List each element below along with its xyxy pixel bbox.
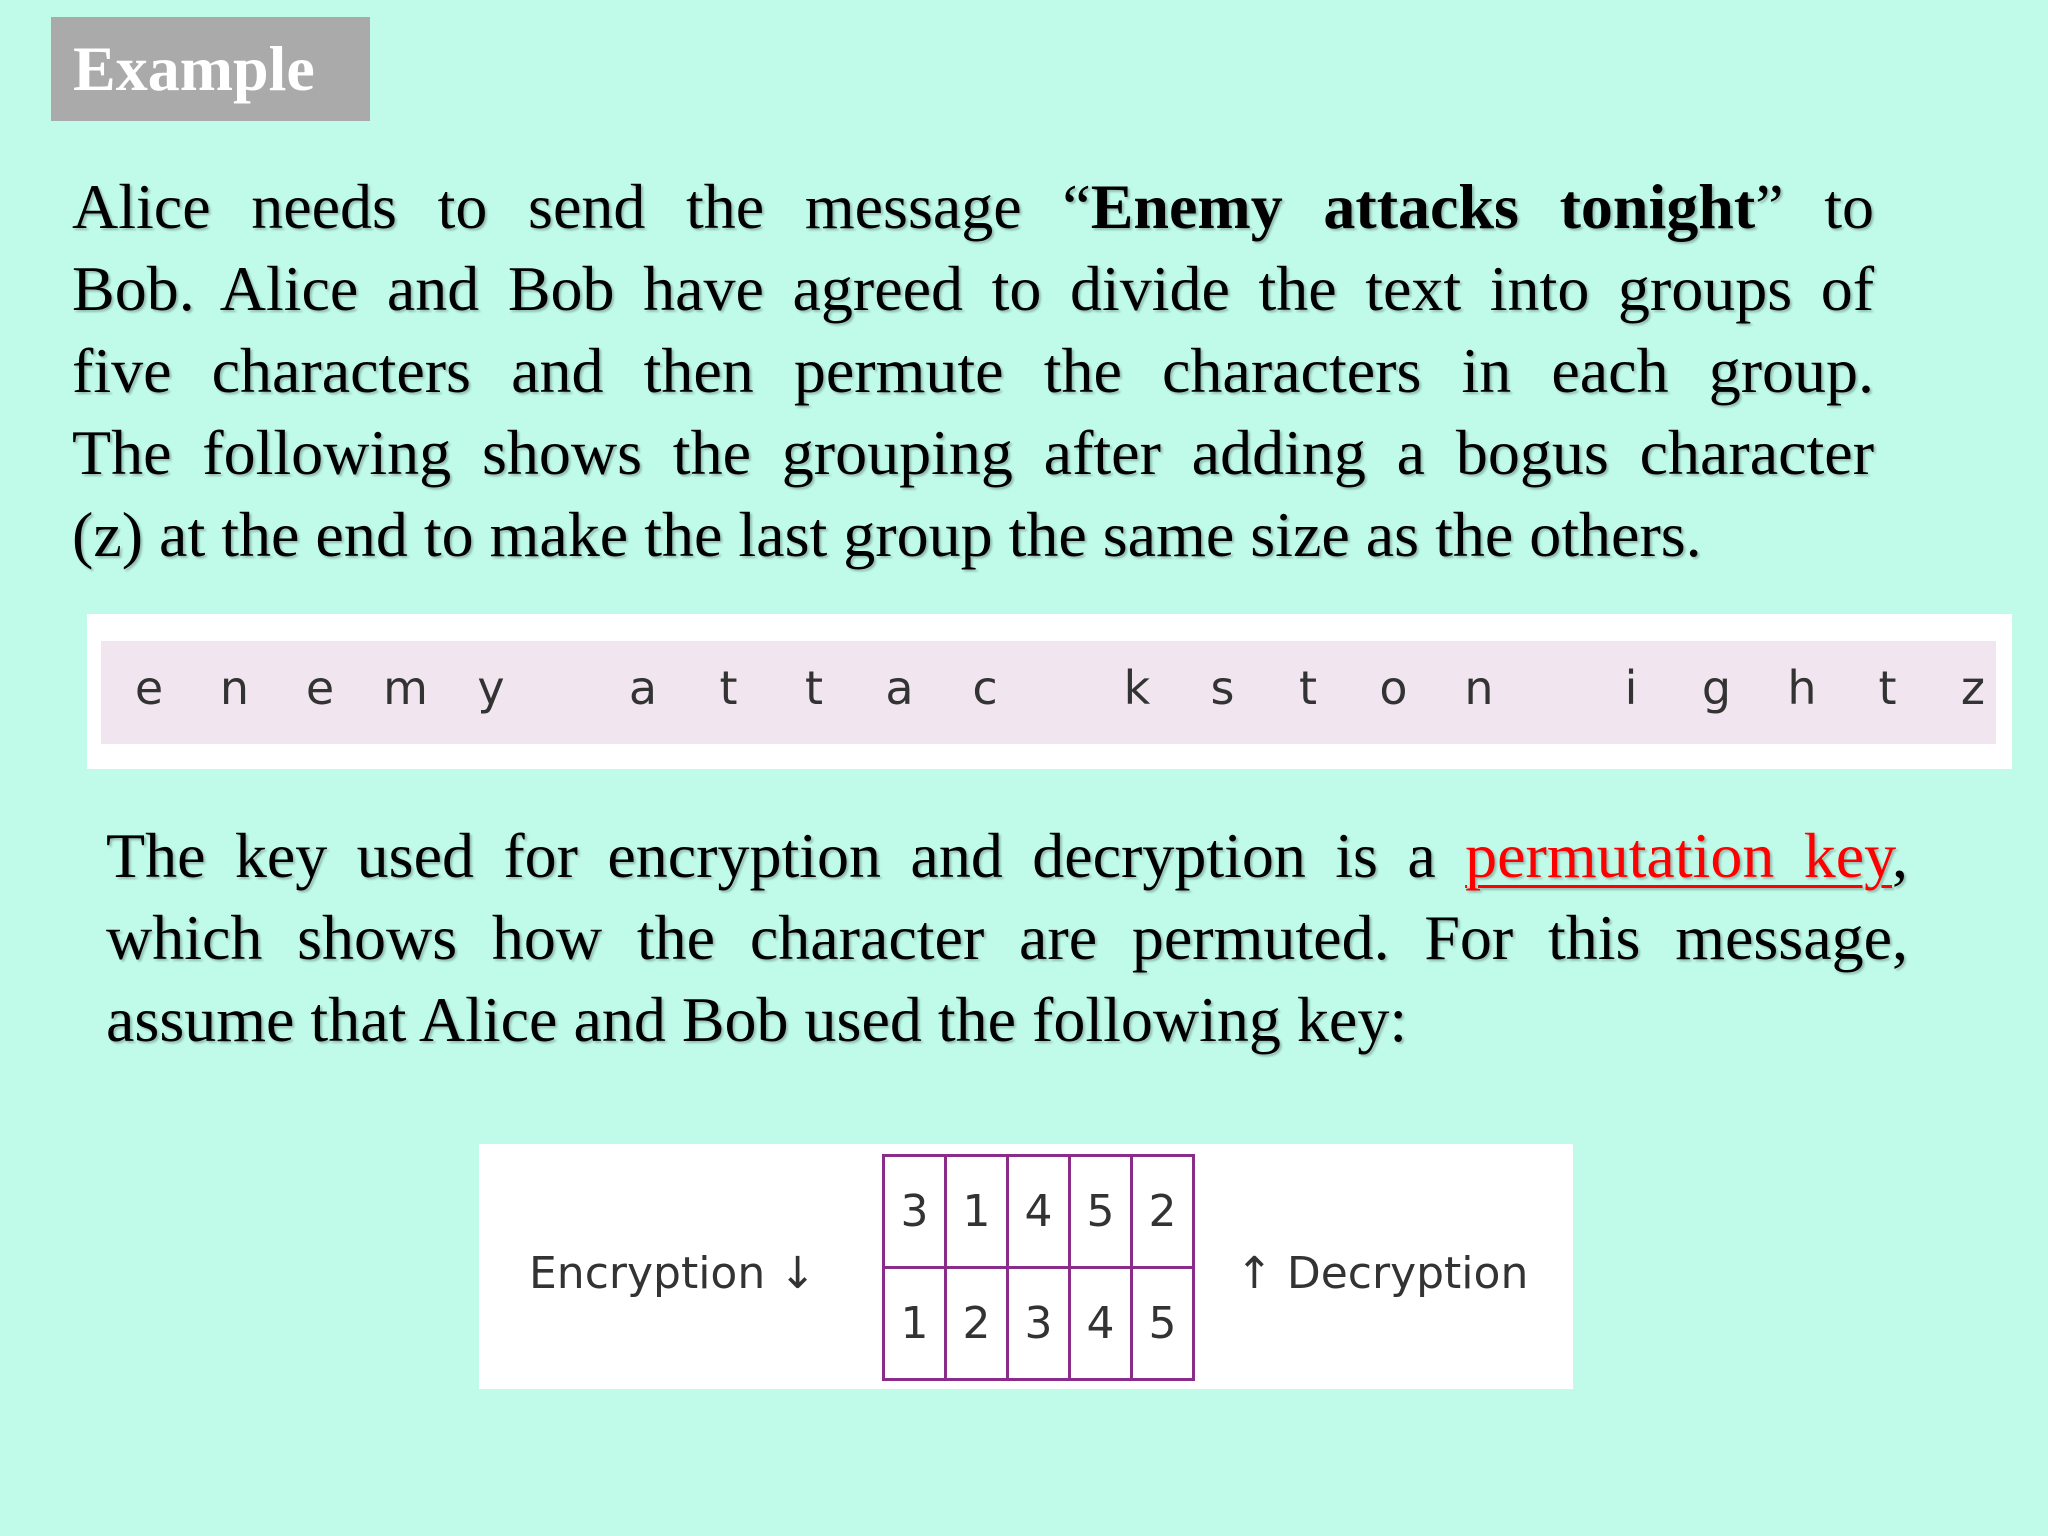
key-cell: 4 — [1070, 1268, 1132, 1380]
group-character: y — [477, 661, 505, 715]
group-character: t — [1878, 661, 1897, 715]
key-diagram — [479, 1144, 1573, 1389]
group-character: o — [1379, 661, 1408, 715]
key-line-2: which shows how the character are permuted. For this message, — [106, 902, 1908, 973]
group-character: z — [1960, 661, 1986, 715]
group-character: t — [1298, 661, 1318, 715]
group-character: k — [1123, 661, 1151, 715]
key-line-1: The key used for encryption and decryption is a permutation key, — [106, 820, 1909, 891]
group-character: t — [719, 661, 738, 715]
grouping-strip — [101, 641, 1996, 744]
group-character: i — [1624, 661, 1638, 715]
group-character: g — [1701, 661, 1732, 715]
group-character: c — [972, 661, 998, 715]
group-character: a — [628, 661, 658, 715]
intro-line-5: (z) at the end to make the last group the same size as the others. — [72, 499, 1702, 570]
key-cell: 3 — [1008, 1268, 1070, 1380]
intro-line-4: The following shows the grouping after adding a bogus character — [72, 417, 1874, 488]
key-bottom-row — [884, 1268, 1194, 1380]
key-cell: 2 — [1132, 1156, 1194, 1268]
intro-paragraph — [72, 166, 1874, 576]
key-cell: 4 — [1008, 1156, 1070, 1268]
group-character: e — [134, 661, 164, 715]
encryption-label: Encryption ↓ — [529, 1248, 817, 1299]
intro-line-3: five characters and then permute the characters in each group. — [72, 335, 1874, 406]
group-character: t — [804, 661, 824, 715]
group-character: h — [1787, 661, 1817, 715]
grouping-panel — [87, 614, 2012, 769]
key-cell: 5 — [1132, 1268, 1194, 1380]
group-character: n — [219, 661, 250, 715]
key-paragraph — [106, 815, 1908, 1061]
group-character: n — [1464, 661, 1494, 715]
permutation-key-table — [882, 1154, 1195, 1381]
group-character: e — [305, 661, 335, 715]
intro-line-2: Bob. Alice and Bob have agreed to divide the text into groups of — [72, 253, 1874, 324]
decryption-label: ↑ Decryption — [1236, 1248, 1529, 1299]
key-cell: 5 — [1070, 1156, 1132, 1268]
permutation-key-link[interactable]: permutation key — [1465, 820, 1893, 891]
key-cell: 1 — [946, 1156, 1008, 1268]
key-cell: 3 — [884, 1156, 946, 1268]
key-top-row — [884, 1156, 1194, 1268]
key-cell: 1 — [884, 1268, 946, 1380]
group-character: a — [885, 661, 914, 715]
key-line-3: assume that Alice and Bob used the following key: — [106, 984, 1408, 1055]
message-text: Enemy attacks tonight — [1090, 171, 1756, 242]
intro-line-1: Alice needs to send the message “Enemy attacks tonight” to — [72, 171, 1875, 242]
group-character: m — [383, 661, 428, 715]
key-cell: 2 — [946, 1268, 1008, 1380]
group-character: s — [1210, 661, 1235, 715]
example-tag: Example — [51, 17, 370, 121]
